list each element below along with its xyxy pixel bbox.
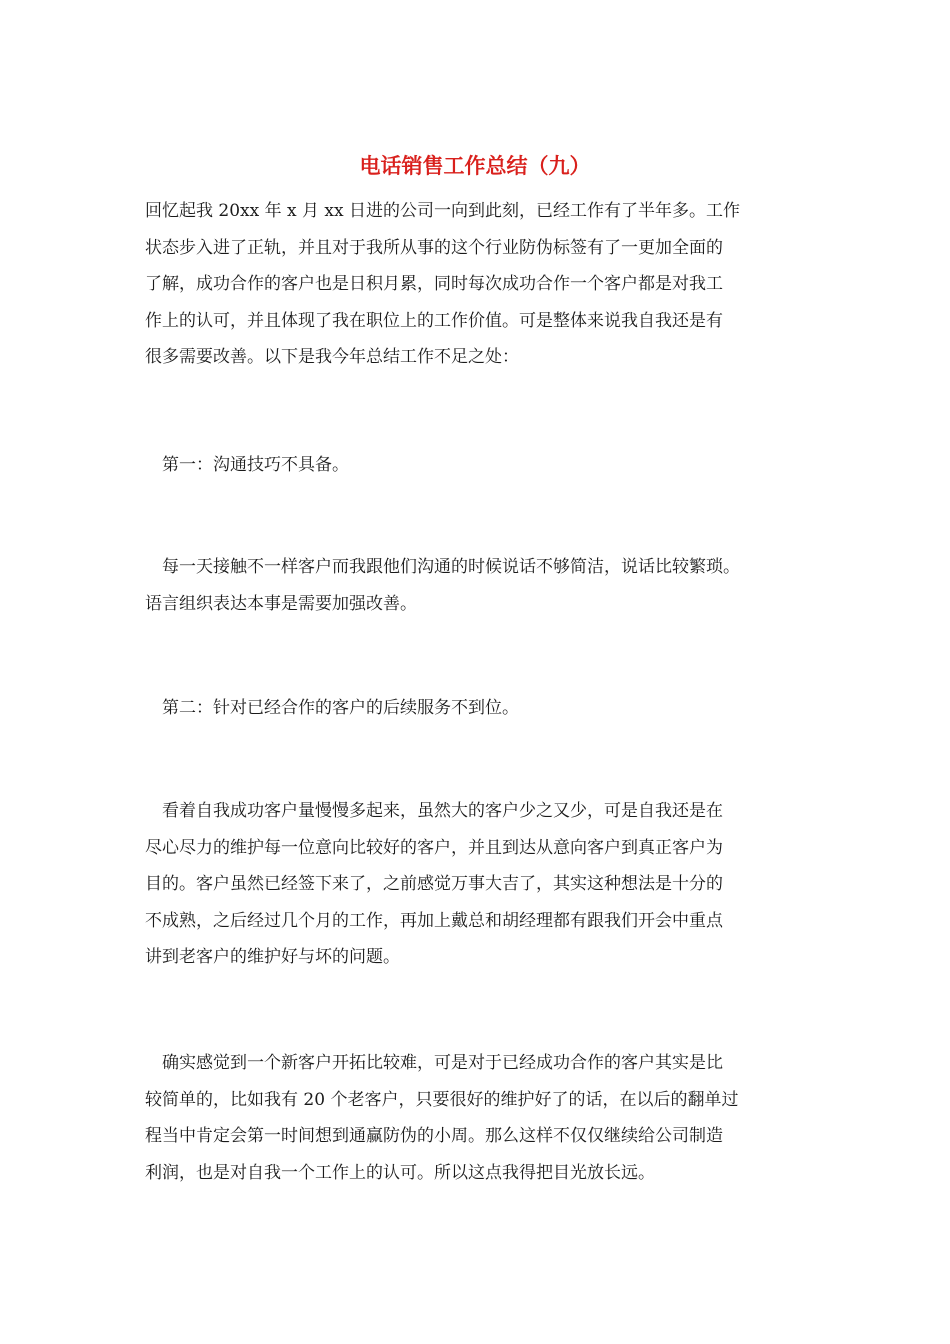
document-title: 电话销售工作总结（九） <box>359 154 591 178</box>
text-line: 状态步入进了正轨，并且对于我所从事的这个行业防伪标签有了一更加全面的 <box>145 237 723 258</box>
text-line: 确实感觉到一个新客户开拓比较难，可是对于已经成功合作的客户其实是比 <box>145 1053 723 1073</box>
paragraph-followup-service <box>145 793 825 976</box>
text-line: 目的。客户虽然已经签下来了，之前感觉万事大吉了，其实这种想法是十分的 <box>145 874 723 894</box>
heading-second-point <box>145 690 825 727</box>
text-line: 利润，也是对自我一个工作上的认可。所以这点我得把目光放长远。 <box>145 1162 655 1183</box>
text-line: 程当中肯定会第一时间想到通赢防伪的小周。那么这样不仅仅继续给公司制造 <box>145 1126 723 1146</box>
text-line: 很多需要改善。以下是我今年总结工作不足之处： <box>145 347 519 367</box>
text-line: 每一天接触不一样客户而我跟他们沟通的时候说话不够简洁，说话比较繁琐。 <box>145 557 740 577</box>
text-line: 了解，成功合作的客户也是日积月累，同时每次成功合作一个客户都是对我工 <box>145 274 723 294</box>
paragraph-communication <box>145 549 825 622</box>
text-line: 第二：针对已经合作的客户的后续服务不到位。 <box>145 698 519 718</box>
text-line: 讲到老客户的维护好与坏的问题。 <box>145 947 400 967</box>
text-line: 尽心尽力的维护每一位意向比较好的客户，并且到达从意向客户到真正客户为 <box>145 837 723 858</box>
paragraph-old-customers <box>145 1045 825 1191</box>
text-line: 较简单的，比如我有 20 个老客户，只要很好的维护好了的话，在以后的翻单过 <box>145 1089 739 1110</box>
text-line: 语言组织表达本事是需要加强改善。 <box>145 593 417 614</box>
text-line: 回忆起我 20xx 年 x 月 xx 日进的公司一向到此刻，已经工作有了半年多。工作 <box>145 201 740 221</box>
paragraph-intro <box>145 193 825 376</box>
text-line: 第一：沟通技巧不具备。 <box>145 455 349 475</box>
heading-first-point <box>145 447 825 484</box>
text-line: 看着自我成功客户量慢慢多起来，虽然大的客户少之又少，可是自我还是在 <box>145 801 723 821</box>
text-line: 不成熟，之后经过几个月的工作，再加上戴总和胡经理都有跟我们开会中重点 <box>145 910 723 931</box>
text-line: 作上的认可，并且体现了我在职位上的工作价值。可是整体来说我自我还是有 <box>145 310 723 331</box>
